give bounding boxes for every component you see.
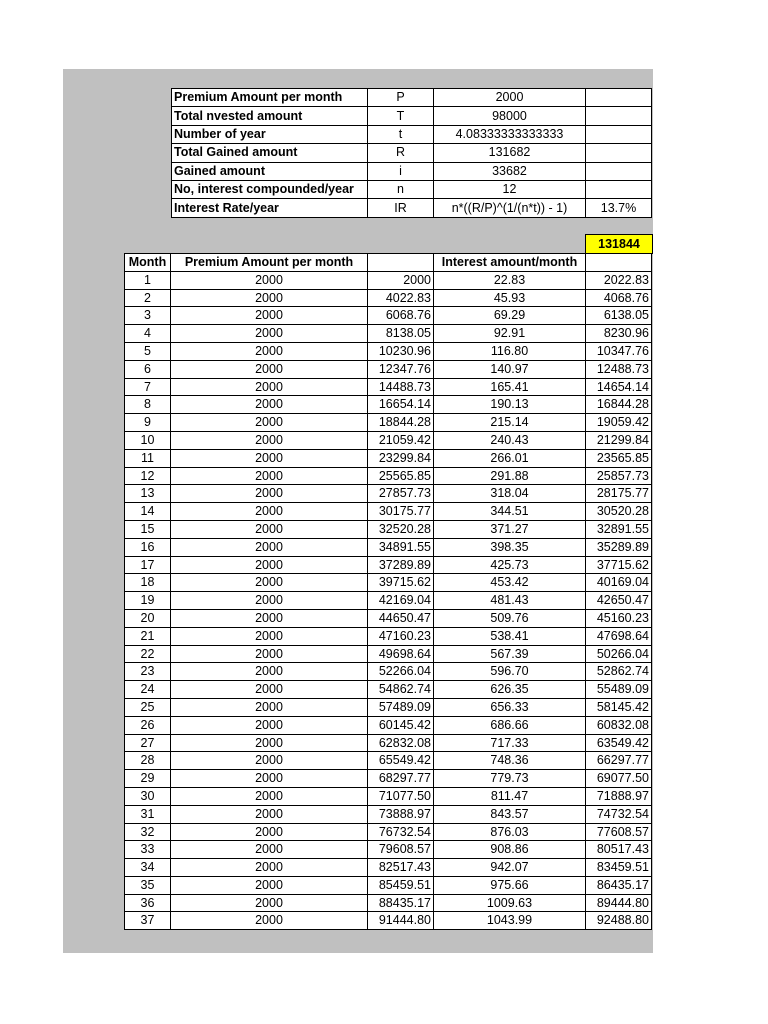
summary-symbol[interactable]: n [368,180,434,198]
cell-month[interactable]: 30 [125,787,171,805]
cell-total[interactable]: 66297.77 [586,752,652,770]
cell-premium[interactable]: 2000 [171,449,368,467]
cell-month[interactable]: 24 [125,681,171,699]
table-row [125,271,652,289]
cell-premium[interactable]: 2000 [171,538,368,556]
cell-month[interactable]: 36 [125,894,171,912]
cell-month[interactable]: 32 [125,823,171,841]
summary-symbol[interactable]: IR [368,199,434,217]
cell-total[interactable]: 69077.50 [586,770,652,788]
cell-total[interactable]: 21299.84 [586,431,652,449]
cell-premium[interactable]: 2000 [171,805,368,823]
cell-premium[interactable]: 2000 [171,325,368,343]
summary-row [172,180,652,198]
summary-extra[interactable] [586,89,652,107]
cell-balance[interactable]: 21059.42 [368,431,434,449]
cell-month[interactable]: 13 [125,485,171,503]
header-interest[interactable]: Interest amount/month [434,254,586,272]
table-row [125,378,652,396]
cell-month[interactable]: 29 [125,770,171,788]
cell-total[interactable]: 2022.83 [586,271,652,289]
cell-month[interactable]: 26 [125,716,171,734]
cell-balance[interactable]: 73888.97 [368,805,434,823]
cell-interest[interactable]: 843.57 [434,805,586,823]
cell-interest[interactable]: 140.97 [434,360,586,378]
cell-month[interactable]: 1 [125,271,171,289]
summary-row [172,144,652,162]
cell-month[interactable]: 25 [125,698,171,716]
summary-row [172,199,652,217]
header-total[interactable] [586,254,652,272]
cell-balance[interactable]: 71077.50 [368,787,434,805]
cell-balance[interactable]: 2000 [368,271,434,289]
cell-interest[interactable]: 318.04 [434,485,586,503]
cell-balance[interactable]: 37289.89 [368,556,434,574]
summary-value[interactable]: 98000 [434,107,586,125]
cell-premium[interactable]: 2000 [171,467,368,485]
cell-balance[interactable]: 25565.85 [368,467,434,485]
cell-interest[interactable]: 215.14 [434,414,586,432]
cell-month[interactable]: 21 [125,627,171,645]
cell-premium[interactable]: 2000 [171,556,368,574]
cell-balance[interactable]: 34891.55 [368,538,434,556]
cell-premium[interactable]: 2000 [171,520,368,538]
cell-premium[interactable]: 2000 [171,307,368,325]
summary-label[interactable]: Total Gained amount [172,144,368,162]
table-row [125,503,652,521]
cell-total[interactable]: 60832.08 [586,716,652,734]
cell-total[interactable]: 77608.57 [586,823,652,841]
cell-interest[interactable]: 811.47 [434,787,586,805]
table-row [125,627,652,645]
cell-balance[interactable]: 57489.09 [368,698,434,716]
cell-month[interactable]: 28 [125,752,171,770]
cell-premium[interactable]: 2000 [171,663,368,681]
summary-value[interactable]: 4.08333333333333 [434,125,586,143]
summary-extra[interactable] [586,125,652,143]
summary-extra[interactable]: 13.7% [586,199,652,217]
summary-extra[interactable] [586,162,652,180]
cell-premium[interactable]: 2000 [171,770,368,788]
cell-balance[interactable]: 39715.62 [368,574,434,592]
cell-month[interactable]: 15 [125,520,171,538]
cell-balance[interactable]: 6068.76 [368,307,434,325]
cell-month[interactable]: 34 [125,859,171,877]
cell-balance[interactable]: 79608.57 [368,841,434,859]
cell-premium[interactable]: 2000 [171,823,368,841]
cell-interest[interactable]: 876.03 [434,823,586,841]
table-row [125,574,652,592]
table-row [125,592,652,610]
summary-label[interactable]: Gained amount [172,162,368,180]
cell-balance[interactable]: 85459.51 [368,876,434,894]
cell-interest[interactable]: 717.33 [434,734,586,752]
cell-interest[interactable]: 425.73 [434,556,586,574]
table-row [125,716,652,734]
table-row [125,841,652,859]
cell-premium[interactable]: 2000 [171,716,368,734]
table-row [125,520,652,538]
summary-label[interactable]: Premium Amount per month [172,89,368,107]
table-row [125,396,652,414]
cell-month[interactable]: 20 [125,609,171,627]
cell-total[interactable]: 47698.64 [586,627,652,645]
table-row [125,698,652,716]
cell-balance[interactable]: 14488.73 [368,378,434,396]
cell-balance[interactable]: 47160.23 [368,627,434,645]
cell-interest[interactable]: 596.70 [434,663,586,681]
cell-month[interactable]: 22 [125,645,171,663]
cell-month[interactable]: 16 [125,538,171,556]
cell-premium[interactable]: 2000 [171,698,368,716]
cell-balance[interactable]: 88435.17 [368,894,434,912]
cell-balance[interactable]: 8138.05 [368,325,434,343]
cell-premium[interactable]: 2000 [171,342,368,360]
cell-balance[interactable]: 65549.42 [368,752,434,770]
cell-balance[interactable]: 32520.28 [368,520,434,538]
cell-month[interactable]: 4 [125,325,171,343]
summary-table [171,88,652,218]
cell-interest[interactable]: 975.66 [434,876,586,894]
summary-row [172,125,652,143]
cell-premium[interactable]: 2000 [171,396,368,414]
cell-month[interactable]: 37 [125,912,171,930]
cell-month[interactable]: 7 [125,378,171,396]
cell-month[interactable]: 18 [125,574,171,592]
cell-total[interactable]: 16844.28 [586,396,652,414]
table-row [125,859,652,877]
cell-month[interactable]: 8 [125,396,171,414]
cell-balance[interactable]: 68297.77 [368,770,434,788]
cell-interest[interactable]: 748.36 [434,752,586,770]
table-row [125,556,652,574]
table-row [125,609,652,627]
table-row [125,467,652,485]
summary-value[interactable]: 2000 [434,89,586,107]
cell-month[interactable]: 11 [125,449,171,467]
summary-label[interactable]: No, interest compounded/year [172,180,368,198]
cell-interest[interactable]: 1043.99 [434,912,586,930]
cell-premium[interactable]: 2000 [171,414,368,432]
cell-premium[interactable]: 2000 [171,431,368,449]
cell-month[interactable]: 33 [125,841,171,859]
cell-total[interactable]: 30520.28 [586,503,652,521]
table-row [125,485,652,503]
cell-balance[interactable]: 4022.83 [368,289,434,307]
cell-premium[interactable]: 2000 [171,752,368,770]
cell-interest[interactable]: 240.43 [434,431,586,449]
cell-premium[interactable]: 2000 [171,360,368,378]
cell-interest[interactable]: 481.43 [434,592,586,610]
cell-balance[interactable]: 60145.42 [368,716,434,734]
table-row [125,431,652,449]
cell-total[interactable]: 86435.17 [586,876,652,894]
header-premium[interactable]: Premium Amount per month [171,254,368,272]
table-row [125,752,652,770]
cell-total[interactable]: 58145.42 [586,698,652,716]
cell-interest[interactable]: 538.41 [434,627,586,645]
table-row [125,538,652,556]
cell-total[interactable]: 52862.74 [586,663,652,681]
summary-symbol[interactable]: i [368,162,434,180]
cell-month[interactable]: 5 [125,342,171,360]
cell-month[interactable]: 17 [125,556,171,574]
cell-total[interactable]: 74732.54 [586,805,652,823]
total-highlight-cell[interactable]: 131844 [585,234,653,254]
summary-row [172,89,652,107]
cell-premium[interactable]: 2000 [171,894,368,912]
cell-interest[interactable]: 908.86 [434,841,586,859]
cell-month[interactable]: 9 [125,414,171,432]
summary-symbol[interactable]: R [368,144,434,162]
table-row [125,876,652,894]
cell-balance[interactable]: 62832.08 [368,734,434,752]
cell-total[interactable]: 89444.80 [586,894,652,912]
cell-premium[interactable]: 2000 [171,645,368,663]
cell-total[interactable]: 63549.42 [586,734,652,752]
cell-premium[interactable]: 2000 [171,787,368,805]
cell-month[interactable]: 27 [125,734,171,752]
summary-label[interactable]: Total nvested amount [172,107,368,125]
table-row [125,449,652,467]
cell-premium[interactable]: 2000 [171,609,368,627]
cell-interest[interactable]: 626.35 [434,681,586,699]
summary-value[interactable]: 131682 [434,144,586,162]
header-row [125,254,652,272]
summary-value[interactable]: n*((R/P)^(1/(n*t)) - 1) [434,199,586,217]
cell-month[interactable]: 14 [125,503,171,521]
cell-total[interactable]: 50266.04 [586,645,652,663]
cell-month[interactable]: 31 [125,805,171,823]
cell-month[interactable]: 12 [125,467,171,485]
cell-total[interactable]: 80517.43 [586,841,652,859]
cell-total[interactable]: 83459.51 [586,859,652,877]
cell-total[interactable]: 42650.47 [586,592,652,610]
table-row [125,663,652,681]
cell-interest[interactable]: 371.27 [434,520,586,538]
table-row [125,325,652,343]
cell-total[interactable]: 10347.76 [586,342,652,360]
header-balance[interactable] [368,254,434,272]
cell-total[interactable]: 28175.77 [586,485,652,503]
monthly-table [124,253,652,930]
cell-balance[interactable]: 12347.76 [368,360,434,378]
cell-interest[interactable]: 190.13 [434,396,586,414]
cell-interest[interactable]: 656.33 [434,698,586,716]
summary-label[interactable]: Number of year [172,125,368,143]
cell-total[interactable]: 8230.96 [586,325,652,343]
table-row [125,912,652,930]
cell-total[interactable]: 37715.62 [586,556,652,574]
cell-balance[interactable]: 44650.47 [368,609,434,627]
summary-value[interactable]: 12 [434,180,586,198]
cell-premium[interactable]: 2000 [171,592,368,610]
cell-premium[interactable]: 2000 [171,876,368,894]
cell-total[interactable]: 12488.73 [586,360,652,378]
table-row [125,894,652,912]
table-row [125,645,652,663]
cell-total[interactable]: 25857.73 [586,467,652,485]
cell-balance[interactable]: 10230.96 [368,342,434,360]
cell-interest[interactable]: 22.83 [434,271,586,289]
cell-interest[interactable]: 45.93 [434,289,586,307]
table-row [125,342,652,360]
summary-symbol[interactable]: T [368,107,434,125]
cell-month[interactable]: 23 [125,663,171,681]
cell-interest[interactable]: 116.80 [434,342,586,360]
summary-symbol[interactable]: P [368,89,434,107]
table-row [125,805,652,823]
cell-interest[interactable]: 165.41 [434,378,586,396]
cell-balance[interactable]: 82517.43 [368,859,434,877]
cell-premium[interactable]: 2000 [171,734,368,752]
cell-month[interactable]: 10 [125,431,171,449]
table-row [125,734,652,752]
cell-total[interactable]: 32891.55 [586,520,652,538]
table-row [125,787,652,805]
cell-premium[interactable]: 2000 [171,859,368,877]
table-row [125,681,652,699]
summary-label[interactable]: Interest Rate/year [172,199,368,217]
cell-month[interactable]: 6 [125,360,171,378]
cell-total[interactable]: 40169.04 [586,574,652,592]
cell-interest[interactable]: 92.91 [434,325,586,343]
cell-interest[interactable]: 266.01 [434,449,586,467]
cell-month[interactable]: 19 [125,592,171,610]
cell-interest[interactable]: 567.39 [434,645,586,663]
cell-total[interactable]: 6138.05 [586,307,652,325]
summary-value[interactable]: 33682 [434,162,586,180]
summary-row [172,107,652,125]
cell-total[interactable]: 71888.97 [586,787,652,805]
cell-premium[interactable]: 2000 [171,574,368,592]
header-month[interactable]: Month [125,254,171,272]
cell-balance[interactable]: 54862.74 [368,681,434,699]
cell-interest[interactable]: 686.66 [434,716,586,734]
cell-balance[interactable]: 16654.14 [368,396,434,414]
cell-total[interactable]: 55489.09 [586,681,652,699]
cell-balance[interactable]: 52266.04 [368,663,434,681]
cell-premium[interactable]: 2000 [171,378,368,396]
cell-premium[interactable]: 2000 [171,627,368,645]
cell-interest[interactable]: 69.29 [434,307,586,325]
cell-balance[interactable]: 23299.84 [368,449,434,467]
cell-premium[interactable]: 2000 [171,912,368,930]
cell-premium[interactable]: 2000 [171,681,368,699]
cell-balance[interactable]: 49698.64 [368,645,434,663]
cell-premium[interactable]: 2000 [171,503,368,521]
cell-interest[interactable]: 509.76 [434,609,586,627]
cell-interest[interactable]: 453.42 [434,574,586,592]
cell-month[interactable]: 3 [125,307,171,325]
table-row [125,360,652,378]
cell-interest[interactable]: 291.88 [434,467,586,485]
summary-symbol[interactable]: t [368,125,434,143]
cell-balance[interactable]: 91444.80 [368,912,434,930]
cell-premium[interactable]: 2000 [171,485,368,503]
cell-total[interactable]: 35289.89 [586,538,652,556]
cell-premium[interactable]: 2000 [171,271,368,289]
table-row [125,307,652,325]
table-row [125,289,652,307]
cell-balance[interactable]: 30175.77 [368,503,434,521]
cell-balance[interactable]: 76732.54 [368,823,434,841]
cell-total[interactable]: 19059.42 [586,414,652,432]
cell-total[interactable]: 4068.76 [586,289,652,307]
summary-row [172,162,652,180]
cell-interest[interactable]: 779.73 [434,770,586,788]
cell-premium[interactable]: 2000 [171,289,368,307]
cell-total[interactable]: 92488.80 [586,912,652,930]
cell-total[interactable]: 45160.23 [586,609,652,627]
cell-month[interactable]: 2 [125,289,171,307]
cell-total[interactable]: 14654.14 [586,378,652,396]
table-row [125,770,652,788]
summary-extra[interactable] [586,107,652,125]
cell-interest[interactable]: 344.51 [434,503,586,521]
cell-balance[interactable]: 27857.73 [368,485,434,503]
summary-extra[interactable] [586,144,652,162]
cell-balance[interactable]: 42169.04 [368,592,434,610]
cell-total[interactable]: 23565.85 [586,449,652,467]
table-row [125,823,652,841]
cell-premium[interactable]: 2000 [171,841,368,859]
cell-interest[interactable]: 1009.63 [434,894,586,912]
table-row [125,414,652,432]
cell-month[interactable]: 35 [125,876,171,894]
summary-extra[interactable] [586,180,652,198]
cell-interest[interactable]: 398.35 [434,538,586,556]
cell-interest[interactable]: 942.07 [434,859,586,877]
cell-balance[interactable]: 18844.28 [368,414,434,432]
